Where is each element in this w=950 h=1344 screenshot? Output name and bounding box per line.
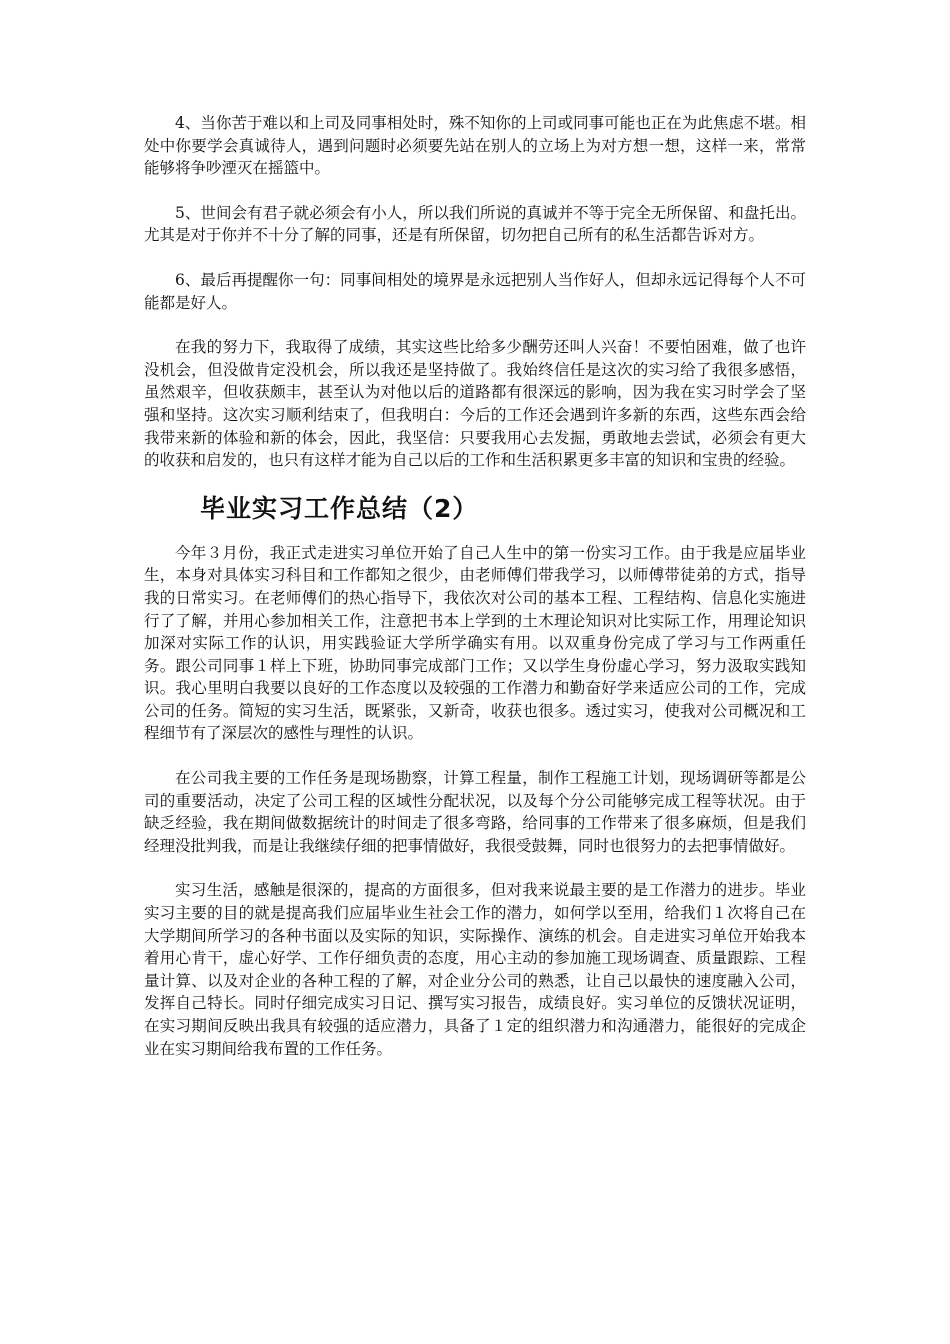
paragraph-conclusion: 在我的努力下，我取得了成绩，其实这些比给多少酬劳还叫人兴奋！不要怕困难，做了也许没机会，但没做肯定没机会，所以我还是坚持做了。我始终信任是这次的实习给了我很多感悟，虽然艰辛，但收获颇丰，甚至认为对他以后的道路都有很深远的影响，因为我在实习时学会了坚强和坚持。这次实习顺利结束了，但我明白：今后的工作还会遇到许多新的东西，这些东西会给我带来新的体验和新的体会，因此，我坚信：只要我用心去发掘，勇敢地去尝试，必须会有更大的收获和启发的，也只有这样才能为自己以后的工作和生活积累更多丰富的知识和宝贵的经验。	[144, 338, 806, 470]
heading-gap	[144, 472, 806, 492]
section-heading: 毕业实习工作总结（2）	[200, 493, 479, 523]
paragraph-tasks: 在公司我主要的工作任务是现场勘察，计算工程量，制作工程施工计划，现场调研等都是公司的重要活动，决定了公司工程的区域性分配状况，以及每个分公司能够完成工程等状况。由于缺乏经验，我在期间做数据统计的时间走了很多弯路，给同事的工作带来了很多麻烦，但是我们经理没批判我，而是让我继续仔细的把事情做好，我很受鼓舞，同时也很努力的去把事情做好。	[144, 769, 806, 855]
paragraph-gap	[144, 180, 806, 202]
paragraph-tip-4: 4、当你苦于难以和上司及同事相处时，殊不知你的上司或同事可能也正在为此焦虑不堪。相处中你要学会真诚待人，遇到问题时必须要先站在别人的立场上为对方想一想，这样一来，常常能够将争吵湮灭在摇篮中。	[144, 114, 806, 178]
paragraph-gap	[144, 857, 806, 879]
heading-gap	[144, 526, 806, 542]
paragraph-reflection: 实习生活，感触是很深的，提高的方面很多，但对我来说最主要的是工作潜力的进步。毕业实习主要的目的就是提高我们应届毕业生社会工作的潜力，如何学以至用，给我们１次将自己在大学期间所学习的各种书面以及实际的知识，实际操作、演练的机会。自走进实习单位开始我本着用心肯干，虚心好学、工作仔细负责的态度，用心主动的参加施工现场调查、质量跟踪、工程量计算、以及对企业的各种工程的了解，对企业分公司的熟悉，让自己以最快的速度融入公司，发挥自己特长。同时仔细完成实习日记、撰写实习报告，成绩良好。实习单位的反馈状况证明，在实习期间反映出我具有较强的适应潜力，具备了１定的组织潜力和沟通潜力，能很好的完成企业在实习期间给我布置的工作任务。	[144, 881, 806, 1058]
paragraph-gap	[144, 745, 806, 767]
paragraph-gap	[144, 247, 806, 269]
paragraph-tip-6: 6、最后再提醒你一句：同事间相处的境界是永远把别人当作好人，但却永远记得每个人不可能都是好人。	[144, 270, 806, 312]
paragraph-intro: 今年３月份，我正式走进实习单位开始了自己人生中的第一份实习工作。由于我是应届毕业生，本身对具体实习科目和工作都知之很少，由老师傅们带我学习，以师傅带徒弟的方式，指导我的日常实习。在老师傅们的热心指导下，我依次对公司的基本工程、工程结构、信息化实施进行了了解，并用心参加相关工作，注意把书本上学到的土木理论知识对比实际工作，用理论知识加深对实际工作的认识，用实践验证大学所学确实有用。以双重身份完成了学习与工作两重任务。跟公司同事１样上下班，协助同事完成部门工作；又以学生身份虚心学习，努力汲取实践知识。我心里明白我要以良好的工作态度以及较强的工作潜力和勤奋好学来适应公司的工作，完成公司的任务。简短的实习生活，既紧张，又新奇，收获也很多。透过实习，使我对公司概况和工程细节有了深层次的感性与理性的认识。	[144, 543, 806, 743]
paragraph-tip-5: 5、世间会有君子就必须会有小人，所以我们所说的真诚并不等于完全无所保留、和盘托出。尤其是对于你并不十分了解的同事，还是有所保留，切勿把自己所有的私生活都告诉对方。	[144, 203, 806, 245]
document-page	[144, 112, 806, 1060]
paragraph-gap	[144, 314, 806, 336]
